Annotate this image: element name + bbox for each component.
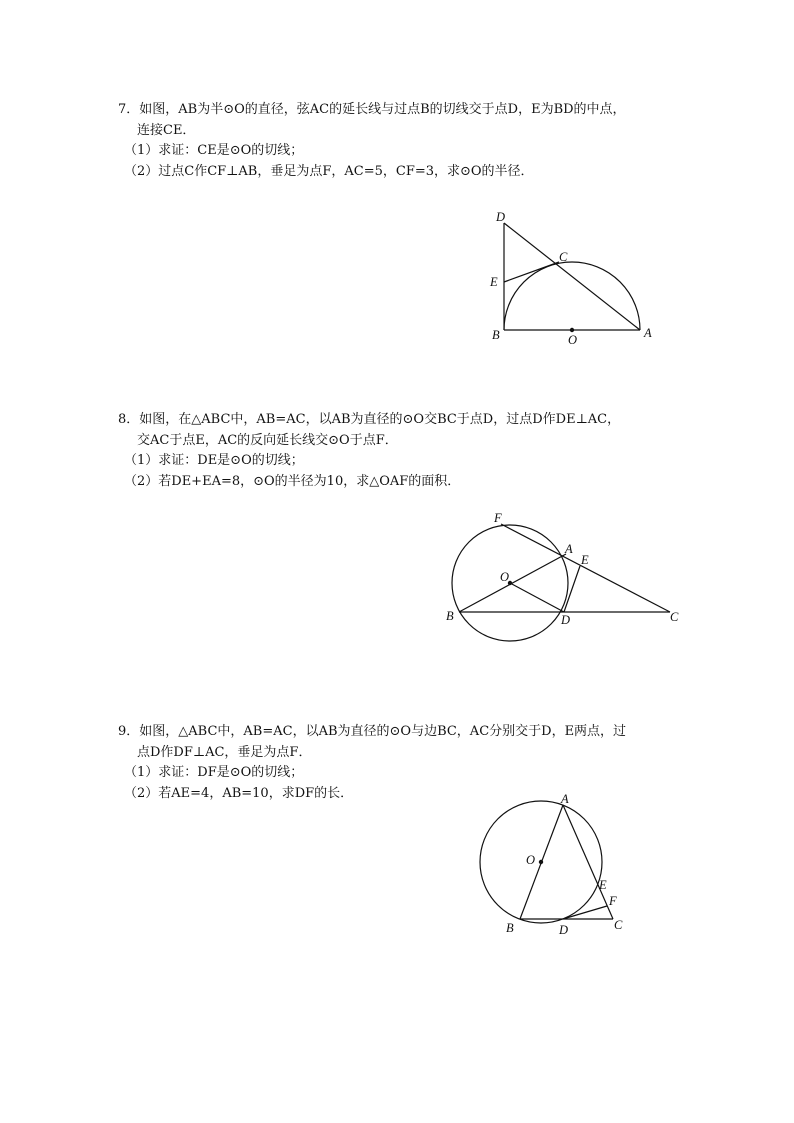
label-O: O <box>500 570 510 584</box>
label-A: A <box>561 792 569 806</box>
problem-9-figure <box>470 792 640 937</box>
segment-AC <box>563 805 613 919</box>
label-A: A <box>565 542 573 556</box>
problem-8-text-1: 如图，在△ABC中，AB=AC，以AB为直径的⊙O交BC于点D，过点D作DE⊥AC， <box>139 412 621 427</box>
problem-7-part-1: （1）求证：CE是⊙O的切线； <box>124 143 304 158</box>
segment-DE <box>564 566 580 612</box>
label-F: F <box>494 511 502 525</box>
label-B: B <box>492 328 500 342</box>
problem-7-line-2: 连接CE． <box>137 122 196 138</box>
problem-8-part-2: （2）若DE+EA=8，⊙O的半径为10，求△OAF的面积． <box>124 473 461 489</box>
problem-8-part-1: （1）求证：DE是⊙O的切线； <box>124 453 304 468</box>
line-DA <box>504 223 640 330</box>
label-D: D <box>561 613 571 627</box>
segment-OD <box>510 583 564 612</box>
problem-9-number: 9． <box>118 724 140 739</box>
label-D: D <box>559 923 569 937</box>
circle-triangle-diagram-8 <box>440 508 690 648</box>
problem-7-part-2: （2）过点C作CF⊥AB，垂足为点F，AC=5，CF=3，求⊙O的半径． <box>124 163 534 179</box>
segment-BA <box>459 554 566 612</box>
label-O: O <box>526 853 536 867</box>
problem-8-line-1 <box>118 410 698 431</box>
problem-8-number: 8． <box>118 412 140 427</box>
problem-9-line-1 <box>118 722 698 743</box>
segment-FC <box>501 524 670 612</box>
label-B: B <box>506 921 514 935</box>
semicircle-arc <box>504 262 640 330</box>
label-E: E <box>599 878 607 892</box>
problem-7 <box>118 100 698 182</box>
center-point-O <box>570 328 574 332</box>
label-C: C <box>614 918 623 932</box>
semicircle-tangent-diagram <box>480 205 670 355</box>
problem-8-line-2: 交AC于点E，AC的反向延长线交⊙O于点F． <box>137 432 398 448</box>
problem-7-text-1: 如图，AB为半⊙O的直径，弦AC的延长线与过点B的切线交于点D，E为BD的中点， <box>139 102 626 117</box>
label-D: D <box>496 210 506 224</box>
label-B: B <box>446 609 454 623</box>
problem-9-part-1: （1）求证：DF是⊙O的切线； <box>124 765 304 780</box>
circle-triangle-diagram-9 <box>470 792 640 937</box>
problem-8 <box>118 410 698 492</box>
center-point-O <box>539 860 543 864</box>
segment-DF <box>563 906 607 919</box>
segment-EC <box>504 262 559 282</box>
problem-9-text-1: 如图，△ABC中，AB=AC，以AB为直径的⊙O与边BC，AC分别交于D，E两点，过 <box>139 724 627 739</box>
problem-8-figure <box>440 508 690 648</box>
label-F: F <box>609 894 617 908</box>
label-A: A <box>644 326 652 340</box>
problem-9-line-2: 点D作DF⊥AC，垂足为点F． <box>137 744 312 760</box>
problem-7-line-1 <box>118 100 698 121</box>
label-E: E <box>581 553 589 567</box>
label-C: C <box>559 250 568 264</box>
problem-7-number: 7． <box>118 102 140 117</box>
problem-7-figure <box>480 205 670 355</box>
label-O: O <box>568 333 578 347</box>
problem-9-part-2: （2）若AE=4，AB=10，求DF的长． <box>124 785 354 801</box>
label-C: C <box>670 610 679 624</box>
label-E: E <box>490 275 498 289</box>
